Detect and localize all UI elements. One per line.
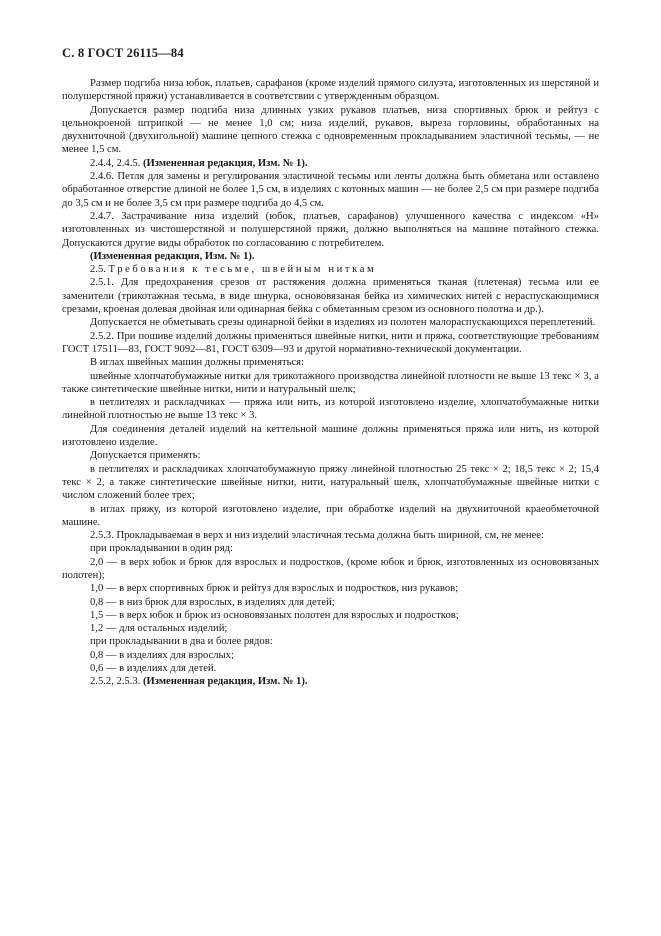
paragraph: 2.4.6. Петля для замены и регулирования эластичной тесьмы или ленты должна быть обметана или оставлено обработанное отверстие длиной не более 1,5 см, в изделиях с котонных машин — не более 2,5 см при размере подгиба до 3,5 см и не более 3,5 см при размере подгиба до 4,5 см. <box>62 171 599 209</box>
paragraph: Допускается применять: <box>90 450 201 462</box>
paragraph: Допускается размер подгиба низа длинных узких рукавов платьев, низа спортивных брюк и рейтуз с цельнокроеной штрипкой — не менее 1,0 см; низа изделий, рукавов, выреза горловины, обработанных на двухниточной (двухигольной) машине цепного стежка с одновременным прокладыванием эластичной тесьмы, — не менее 1,5 см. <box>62 104 599 156</box>
paragraph: при прокладывании в два и более рядов: <box>90 636 273 648</box>
document-body <box>62 77 599 689</box>
paragraph: 2.5.3. Прокладываемая в верх и низ изделий эластичная тесьма должна быть шириной, см, не менее: <box>90 530 544 542</box>
page-header: С. 8 ГОСТ 26115—84 <box>62 46 184 60</box>
paragraph: В иглах швейных машин должны применяться: <box>90 357 304 369</box>
paragraph: 2.5.2. При пошиве изделий должны применяться швейные нитки, нити и пряжа, соответствующие требованиям ГОСТ 17511—83, ГОСТ 9092—81, ГОСТ 6309—93 и другой нормативно-технической документации. <box>62 330 599 355</box>
paragraph: Допускается не обметывать срезы одинарной бейки в изделиях из полотен малораспускающихся переплетений. <box>90 317 596 329</box>
section-heading: 2.5. Требования к тесьме, швейным ниткам <box>90 264 377 276</box>
paragraph: в иглах пряжу, из которой изготовлено изделие, при обработке изделий на двухниточной краеобметочной машине. <box>62 503 599 528</box>
list-item: 1,0 — в верх спортивных брюк и рейтуз для взрослых и подростков, низ рукавов; <box>90 583 459 595</box>
list-item: 0,8 — в изделиях для взрослых; <box>90 649 234 661</box>
list-item: 1,2 — для остальных изделий; <box>90 623 228 635</box>
list-item: 0,6 — в изделиях для детей. <box>90 663 217 675</box>
paragraph: при прокладывании в один ряд: <box>90 543 233 555</box>
list-item: 0,8 — в низ брюк для взрослых, в изделиях для детей; <box>90 596 335 608</box>
paragraph: в петлителях и раскладчиках — пряжа или нить, из которой изготовлено изделие, хлопчатобумажные нитки линейной плотностью не выше 13 текс × 3. <box>62 397 599 422</box>
paragraph: в петлителях и раскладчиках хлопчатобумажную пряжу линейной плотностью 25 текс × 2; 18,5 текс × 2; 15,4 текс × 2, а также синтетические швейные нитки, нити, натуральный шелк, хлопчатобумажные швейные нитки с числом сложений более трех; <box>62 463 599 502</box>
paragraph: 2.5.1. Для предохранения срезов от растяжения должна применяться тканая (плетеная) тесьма или ее заменители (трикотажная тесьма, в виде шнурка, основовязаная бейка из химических нитей с нераспускающимися срезами, кроеная долевая двойная или одинарная бейка с обметанным срезом из основного полотна и др.). <box>62 277 599 316</box>
paragraph: Для соединения деталей изделий на кеттельной машине должны применяться пряжа или нить, из которой изготовлено изделие. <box>62 423 599 449</box>
paragraph: швейные хлопчатобумажные нитки для трикотажного производства линейной плотности не выше 13 текс × 3, а также синтетические швейные нитки, нити и натуральный шелк; <box>62 370 599 395</box>
paragraph: 2.4.7. Застрачивание низа изделий (юбок, платьев, сарафанов) улучшенного качества с индексом «Н» изготовленных из чистошерстяной и полушерстяной пряжи, должно выполняться на машине потайного стежка. Допускаются другие виды обработок по согласованию с потребителем. <box>62 210 599 249</box>
list-item: 1,5 — в верх юбок и брюк из основовязаных полотен для взрослых и подростков; <box>90 609 459 621</box>
list-item: 2,0 — в верх юбок и брюк для взрослых и подростков, (кроме юбок и брюк, изготовленных из основовязаных полотен); <box>62 556 599 581</box>
amendment-note: (Измененная редакция, Изм. № 1). <box>90 250 255 262</box>
amendment-note: 2.4.4, 2.4.5. (Измененная редакция, Изм. № 1). <box>90 157 308 169</box>
amendment-note: 2.5.2, 2.5.3. (Измененная редакция, Изм. № 1). <box>90 676 308 688</box>
paragraph: Размер подгиба низа юбок, платьев, сарафанов (кроме изделий прямого силуэта, изготовленных из шерстяной и полушерстяной пряжи) устанавливается в соответствии с утвержденным образцом. <box>62 78 599 103</box>
